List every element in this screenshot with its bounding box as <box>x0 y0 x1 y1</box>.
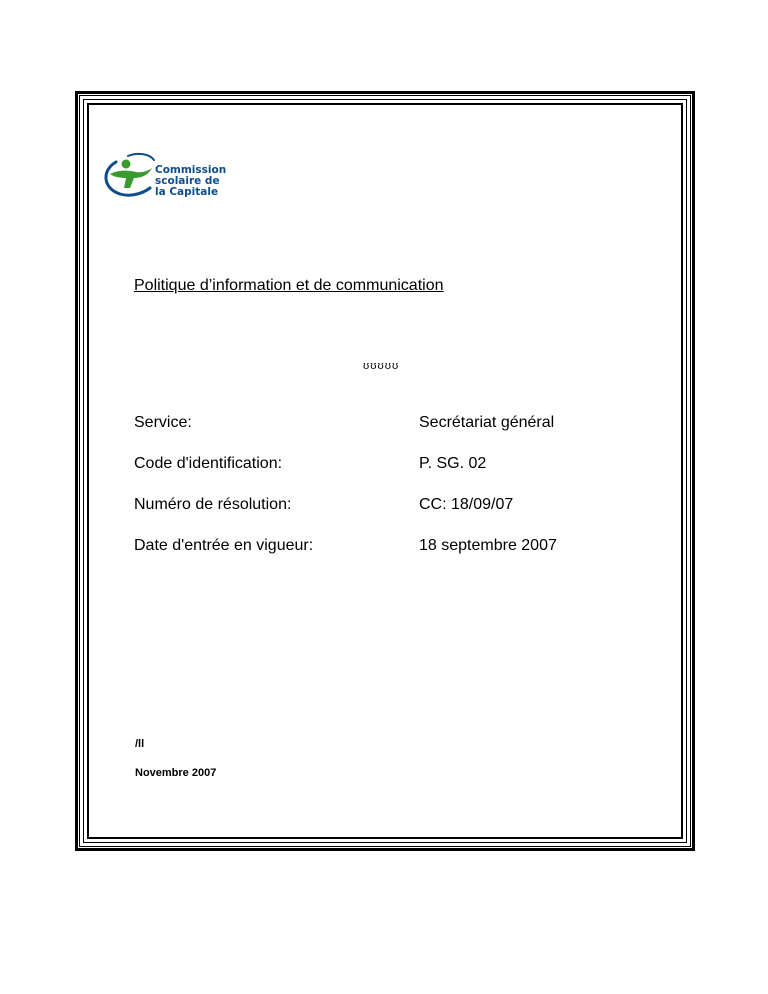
document-title: Politique d’information et de communication <box>134 277 444 294</box>
footer-date: Novembre 2007 <box>135 767 217 779</box>
ornament-divider: ʊʊʊʊʊ <box>363 360 400 372</box>
field-value-date: 18 septembre 2007 <box>419 537 557 554</box>
footer-code: /ll <box>135 738 145 750</box>
field-value-service: Secrétariat général <box>419 414 555 431</box>
field-label-code: Code d'identification: <box>134 455 283 472</box>
logo-wordmark <box>155 165 226 198</box>
logo-line-1: Commission <box>155 164 227 176</box>
field-label-date: Date d'entrée en vigueur: <box>134 537 314 554</box>
field-label-service: Service: <box>134 414 192 431</box>
field-label-resolution: Numéro de résolution: <box>134 496 292 513</box>
field-value-code: P. SG. 02 <box>419 455 487 472</box>
logo-line-2: scolaire de <box>155 175 220 187</box>
field-value-resolution: CC: 18/09/07 <box>419 496 514 513</box>
logo-line-3: la Capitale <box>155 186 219 198</box>
